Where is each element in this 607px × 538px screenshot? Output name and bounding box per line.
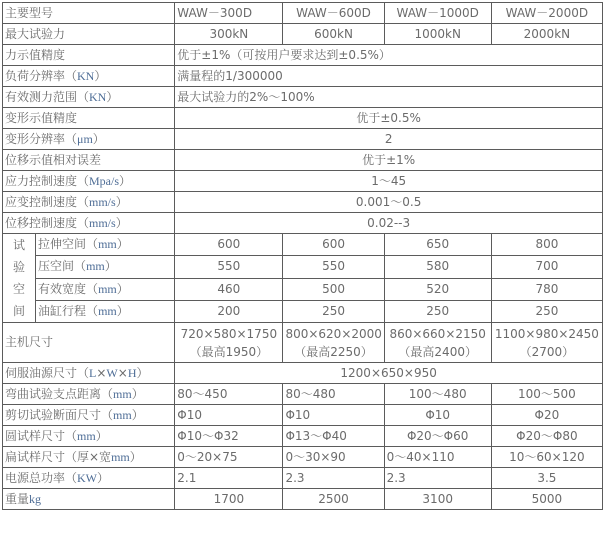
- row-label: 应变控制速度（mm/s）: [3, 192, 175, 213]
- table-row: [3, 45, 603, 66]
- spec-value: WAW－1000D: [384, 3, 491, 24]
- table-row: [3, 150, 603, 171]
- spec-value: 580: [384, 256, 491, 278]
- unit-text: mm: [98, 281, 117, 296]
- table-row: [3, 24, 603, 45]
- table-row: [3, 108, 603, 129]
- spec-value: 2000kN: [491, 24, 602, 45]
- spec-value: Φ10: [175, 405, 283, 426]
- spec-value: 250: [491, 300, 602, 322]
- spec-value: 550: [283, 256, 384, 278]
- unit-text: mm: [113, 386, 132, 401]
- row-label: 力示值精度: [3, 45, 175, 66]
- row-label: 剪切试验断面尺寸（mm）: [3, 405, 175, 426]
- row-label: 拉伸空间（mm）: [36, 234, 175, 256]
- group-label-char: 空: [13, 282, 26, 296]
- group-label-char: 间: [13, 304, 26, 318]
- spec-value: 300kN: [175, 24, 283, 45]
- spec-value: 780: [491, 278, 602, 300]
- unit-text: W: [106, 365, 118, 380]
- row-label: 圆试样尺寸（mm）: [3, 426, 175, 447]
- spec-value: 80～480: [283, 384, 384, 405]
- spec-value: 0～40×110: [384, 447, 491, 468]
- spec-value-line: （最高2250）: [294, 344, 373, 359]
- spec-value-line: 1100×980×2450: [494, 326, 599, 341]
- spec-value: [175, 323, 283, 363]
- spec-value: 1～45: [175, 171, 603, 192]
- table-row: [3, 489, 603, 510]
- table-row: [3, 3, 603, 24]
- spec-value: 600kN: [283, 24, 384, 45]
- unit-text: KN: [77, 68, 95, 83]
- spec-value: 200: [175, 300, 283, 322]
- row-label: 位移示值相对误差: [3, 150, 175, 171]
- table-row: [3, 468, 603, 489]
- spec-value: 600: [175, 234, 283, 256]
- spec-value: WAW－2000D: [491, 3, 602, 24]
- spec-value: Φ10: [384, 405, 491, 426]
- row-label: 重量kg: [3, 489, 175, 510]
- spec-value: 0～20×75: [175, 447, 283, 468]
- spec-value: 优于±1%: [175, 150, 603, 171]
- spec-value: Φ20～Φ80: [491, 426, 602, 447]
- table-row: [3, 66, 603, 87]
- unit-text: H: [127, 365, 137, 380]
- row-group-label: [3, 234, 36, 323]
- table-row: [3, 129, 603, 150]
- unit-text: μm: [77, 131, 93, 146]
- row-label: 压空间（mm）: [36, 256, 175, 278]
- spec-value: 3100: [384, 489, 491, 510]
- spec-table-body: [3, 3, 603, 510]
- table-row: [3, 447, 603, 468]
- spec-value: 100～500: [491, 384, 602, 405]
- spec-value: 700: [491, 256, 602, 278]
- row-label: 最大试验力: [3, 24, 175, 45]
- group-label-char: 验: [13, 260, 26, 274]
- table-row: [3, 234, 603, 256]
- spec-value-line: （最高1950）: [189, 344, 269, 359]
- spec-value: Φ20: [491, 405, 602, 426]
- row-label: 有效宽度（mm）: [36, 278, 175, 300]
- row-label: 负荷分辨率（KN）: [3, 66, 175, 87]
- unit-text: KW: [77, 470, 98, 485]
- spec-value-line: 800×620×2000: [285, 326, 382, 341]
- unit-text: mm: [113, 407, 132, 422]
- spec-value: WAW－600D: [283, 3, 384, 24]
- spec-value: 2: [175, 129, 603, 150]
- spec-value: 250: [283, 300, 384, 322]
- row-label: 有效测力范围（KN）: [3, 87, 175, 108]
- spec-value: 3.5: [491, 468, 602, 489]
- spec-value: 520: [384, 278, 491, 300]
- row-label: 位移控制速度（mm/s）: [3, 213, 175, 234]
- unit-text: kg: [29, 491, 42, 506]
- row-label: 电源总功率（KW）: [3, 468, 175, 489]
- spec-value: 2.1: [175, 468, 283, 489]
- spec-value: [384, 323, 491, 363]
- unit-text: mm: [86, 259, 105, 274]
- row-label: 扁试样尺寸（厚×宽mm）: [3, 447, 175, 468]
- unit-text: KN: [89, 89, 107, 104]
- table-row: [3, 384, 603, 405]
- spec-value: [283, 323, 384, 363]
- spec-value: 1000kN: [384, 24, 491, 45]
- spec-value: 650: [384, 234, 491, 256]
- unit-text: mm: [111, 449, 130, 464]
- unit-text: mm: [98, 237, 117, 252]
- spec-value: 2500: [283, 489, 384, 510]
- row-label: 主要型号: [3, 3, 175, 24]
- spec-value: 250: [384, 300, 491, 322]
- table-row: [3, 363, 603, 384]
- spec-value: 500: [283, 278, 384, 300]
- spec-value: 5000: [491, 489, 602, 510]
- spec-value: 最大试验力的2%～100%: [175, 87, 603, 108]
- spec-value: 460: [175, 278, 283, 300]
- spec-value: Φ10～Φ32: [175, 426, 283, 447]
- spec-value: Φ20～Φ60: [384, 426, 491, 447]
- unit-text: Mpa/s: [89, 173, 120, 188]
- table-row: [3, 87, 603, 108]
- row-label: 伺服油源尺寸（L×W×H）: [3, 363, 175, 384]
- spec-value: 800: [491, 234, 602, 256]
- spec-value: 1200×650×950: [175, 363, 603, 384]
- table-row: [3, 192, 603, 213]
- row-label: 变形分辨率（μm）: [3, 129, 175, 150]
- spec-value: Φ10: [283, 405, 384, 426]
- spec-value: 600: [283, 234, 384, 256]
- spec-value-line: （2700）: [519, 344, 575, 359]
- unit-text: mm: [77, 428, 96, 443]
- table-row: [3, 323, 603, 363]
- table-row: [3, 278, 603, 300]
- unit-text: L: [89, 365, 97, 380]
- spec-value: Φ13～Φ40: [283, 426, 384, 447]
- spec-value: WAW－300D: [175, 3, 283, 24]
- table-row: [3, 300, 603, 322]
- spec-value: 550: [175, 256, 283, 278]
- row-label: 弯曲试验支点距离（mm）: [3, 384, 175, 405]
- group-label-char: 试: [13, 238, 26, 252]
- table-row: [3, 213, 603, 234]
- spec-value: 2.3: [283, 468, 384, 489]
- spec-value: 1700: [175, 489, 283, 510]
- spec-table: [2, 2, 603, 510]
- spec-value: 优于±0.5%: [175, 108, 603, 129]
- spec-value: 0～30×90: [283, 447, 384, 468]
- spec-value: [491, 323, 602, 363]
- unit-text: mm: [98, 303, 117, 318]
- unit-text: mm/s: [89, 215, 116, 230]
- spec-value: 80～450: [175, 384, 283, 405]
- spec-value: 0.02--3: [175, 213, 603, 234]
- spec-value-line: （最高2400）: [398, 344, 477, 359]
- table-row: [3, 256, 603, 278]
- table-row: [3, 405, 603, 426]
- row-label: 油缸行程（mm）: [36, 300, 175, 322]
- table-row: [3, 426, 603, 447]
- table-row: [3, 171, 603, 192]
- spec-value: 优于±1%（可按用户要求达到±0.5%）: [175, 45, 603, 66]
- row-label: 变形示值精度: [3, 108, 175, 129]
- row-label: 主机尺寸: [3, 323, 175, 363]
- spec-value-line: 860×660×2150: [389, 326, 486, 341]
- spec-value: 0.001～0.5: [175, 192, 603, 213]
- spec-value: 10～60×120: [491, 447, 602, 468]
- spec-value-line: 720×580×1750: [180, 326, 278, 341]
- spec-value: 满量程的1/300000: [175, 66, 603, 87]
- spec-value: 100～480: [384, 384, 491, 405]
- row-label: 应力控制速度（Mpa/s）: [3, 171, 175, 192]
- unit-text: mm/s: [89, 194, 116, 209]
- spec-value: 2.3: [384, 468, 491, 489]
